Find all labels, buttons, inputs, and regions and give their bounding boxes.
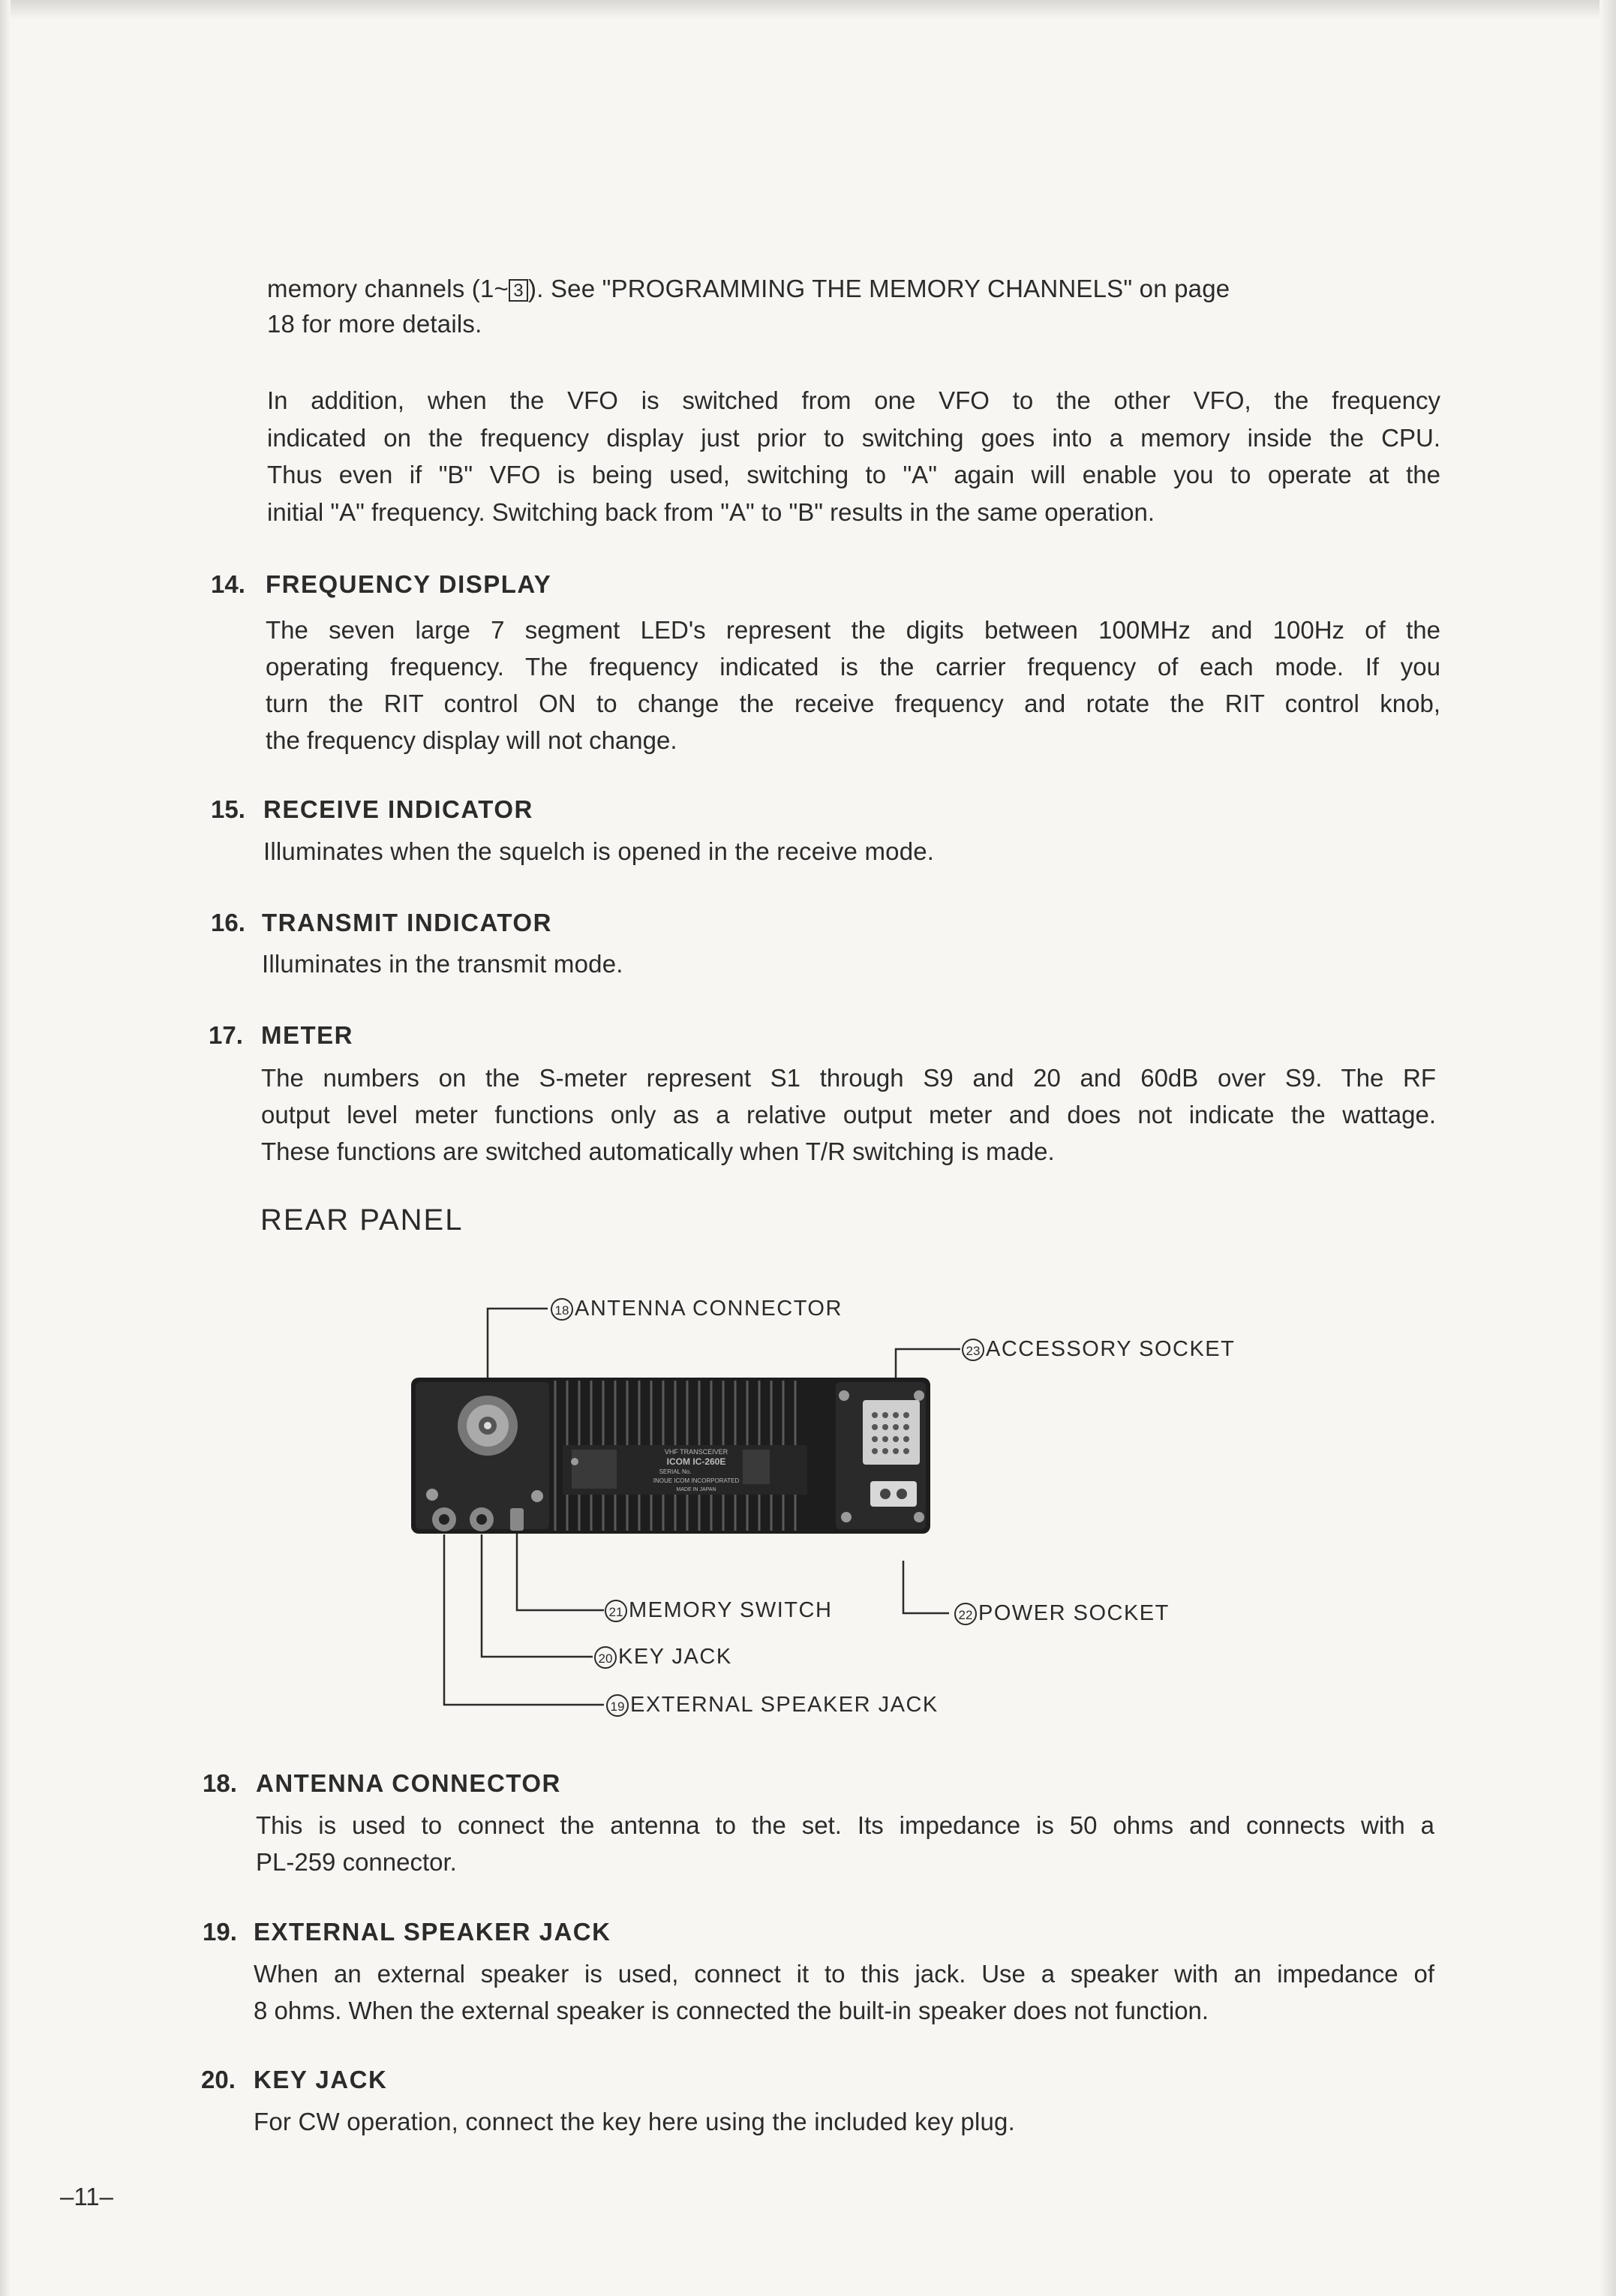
nameplate-line: VHF TRANSCEIVER: [664, 1448, 728, 1456]
item-body: When an external speaker is used, connect it to this jack. Use a speaker with an impedance of 8 ohms. When the external speaker is connected the built-in speaker does not function.: [254, 1960, 1434, 2024]
item-number: 14.: [211, 570, 245, 598]
item-heading: EXTERNAL SPEAKER JACK: [254, 1918, 611, 1946]
memory-switch: [510, 1508, 524, 1531]
antenna-connector: [458, 1396, 518, 1456]
nameplate-line: MADE IN JAPAN: [676, 1487, 716, 1492]
key-jack-label: 20 KEY JACK: [594, 1643, 732, 1670]
section-heading: REAR PANEL: [260, 1204, 464, 1237]
page-number: –11–: [60, 2183, 113, 2210]
item-heading: FREQUENCY DISPLAY: [266, 570, 552, 598]
external-speaker-jack-label: 19 EXTERNAL SPEAKER JACK: [606, 1691, 939, 1718]
item-heading: ANTENNA CONNECTOR: [256, 1769, 561, 1797]
memory-channel-box: 3: [509, 279, 528, 302]
item-number: 17.: [209, 1021, 243, 1049]
page-right-edge: [1599, 0, 1616, 2296]
callout-number: 18: [551, 1298, 573, 1321]
item-number: 19.: [203, 1918, 237, 1946]
item-number: 16.: [211, 909, 245, 936]
item-heading: KEY JACK: [254, 2066, 388, 2093]
power-socket-label: 22 POWER SOCKET: [954, 1600, 1170, 1627]
memory-leader-line: [517, 1532, 604, 1610]
item-heading: METER: [261, 1021, 353, 1049]
callout-number: 20: [594, 1646, 617, 1669]
item-body: Illuminates when the squelch is opened in the receive mode.: [263, 837, 935, 865]
power-leader-line: [903, 1561, 949, 1613]
page-left-edge: [0, 0, 11, 2296]
item-body: The seven large 7 segment LED's represent the digits between 100MHz and 100Hz of the operating frequency. The frequency indicated is the carrier frequency of each mode. If you turn the RIT control ON to change the receive frequency and rotate the RIT control knob, the frequency display will not change.: [266, 616, 1440, 754]
item-heading: TRANSMIT INDICATOR: [262, 909, 552, 936]
callout-number: 23: [962, 1339, 984, 1361]
key-leader-line: [482, 1534, 593, 1657]
item-heading: RECEIVE INDICATOR: [263, 795, 533, 823]
item-body: For CW operation, connect the key here using the included key plug.: [254, 2108, 1015, 2135]
item-body: The numbers on the S-meter represent S1 through S9 and 20 and 60dB over S9. The RF output level meter functions only as a relative output meter and does not indicate the wattage. These functions are switched automatically when T/R switching is made.: [261, 1064, 1436, 1165]
callout-number: 19: [606, 1694, 629, 1717]
callout-number: 22: [954, 1603, 977, 1625]
accessory-socket: [863, 1400, 920, 1465]
memory-switch-label: 21 MEMORY SWITCH: [605, 1597, 832, 1624]
nameplate-line: INOUE ICOM INCORPORATED: [653, 1477, 740, 1484]
speaker-leader-line: [444, 1534, 604, 1705]
item-body: Illuminates in the transmit mode.: [262, 950, 623, 978]
intro-paragraph-2: In addition, when the VFO is switched from one VFO to the other VFO, the frequency indicated on the frequency display just prior to switching goes into a memory inside the CPU. Thus even if "B" VFO is being used, switching to "A" again will enable you to operate at the initial "A" frequency. Switching back from "A" to "B" results in the same operation.: [267, 386, 1440, 526]
item-number: 18.: [203, 1769, 237, 1797]
item-number: 20.: [201, 2066, 236, 2093]
antenna-connector-label: 18 ANTENNA CONNECTOR: [551, 1295, 843, 1322]
power-socket: [870, 1481, 917, 1507]
page-top-edge: [0, 0, 1616, 20]
item-body: This is used to connect the antenna to the set. Its impedance is 50 ohms and connects with a PL-259 connector.: [256, 1811, 1434, 1876]
intro-line-2: 18 for more details.: [267, 310, 482, 338]
callout-number: 21: [605, 1600, 627, 1622]
accessory-socket-label: 23 ACCESSORY SOCKET: [962, 1336, 1235, 1363]
intro-line-1: memory channels (1~ 3 ). See "PROGRAMMING THE MEMORY CHANNELS" on page: [267, 275, 1230, 302]
item-number: 15.: [211, 795, 245, 823]
nameplate-line: SERIAL No.: [659, 1468, 692, 1475]
nameplate-model: ICOM IC-260E: [666, 1456, 726, 1467]
